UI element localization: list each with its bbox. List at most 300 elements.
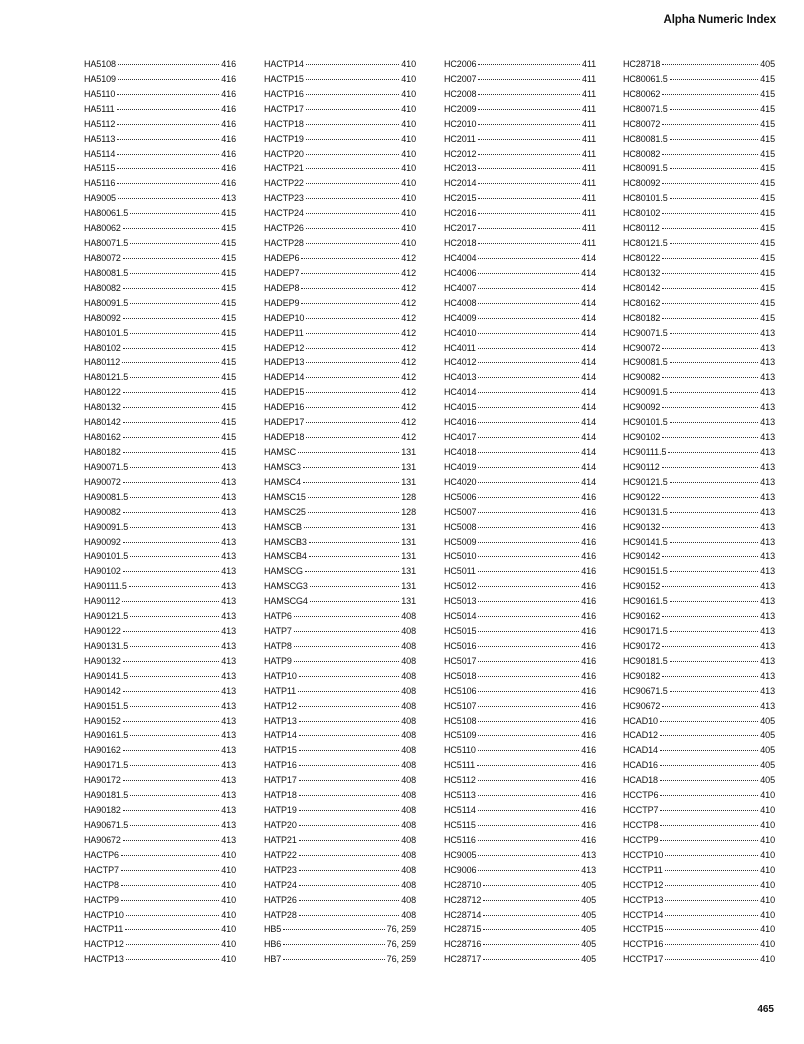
index-entry-code: HC90162 xyxy=(623,611,661,622)
dot-leader xyxy=(478,735,579,736)
dot-leader xyxy=(483,929,579,930)
dot-leader xyxy=(129,586,219,587)
dot-leader xyxy=(478,691,579,692)
index-entry-code: HA90131.5 xyxy=(84,640,129,651)
index-entry-page: 414 xyxy=(581,372,596,383)
index-entry-code: HADEP14 xyxy=(264,372,305,383)
index-entry-page: 412 xyxy=(401,402,416,413)
index-entry xyxy=(444,87,596,102)
index-entry xyxy=(264,833,416,848)
index-entry xyxy=(623,251,775,266)
index-entry-code: HAMSCG xyxy=(264,566,303,577)
index-entry-page: 408 xyxy=(401,760,416,771)
index-entry xyxy=(264,355,416,370)
index-entry-code: HADEP9 xyxy=(264,297,300,308)
dot-leader xyxy=(130,497,219,498)
index-entry-code: HA5115 xyxy=(84,163,116,174)
index-entry xyxy=(623,743,775,758)
index-entry-page: 413 xyxy=(760,432,775,443)
index-entry xyxy=(623,803,775,818)
index-entry xyxy=(84,848,236,863)
index-entry xyxy=(444,102,596,117)
index-entry-page: 412 xyxy=(401,282,416,293)
index-entry-page: 128 xyxy=(401,491,416,502)
index-entry-page: 415 xyxy=(221,327,236,338)
index-entry-code: HC5108 xyxy=(444,715,477,726)
index-entry-code: HA90152 xyxy=(84,715,121,726)
dot-leader xyxy=(662,258,758,259)
dot-leader xyxy=(665,959,758,960)
index-entry xyxy=(84,445,236,460)
dot-leader xyxy=(123,750,219,751)
dot-leader xyxy=(299,810,400,811)
dot-leader xyxy=(478,437,579,438)
index-entry-code: HAMSC3 xyxy=(264,461,301,472)
dot-leader xyxy=(310,586,399,587)
index-entry xyxy=(264,624,416,639)
index-entry-page: 413 xyxy=(221,551,236,562)
index-entry-page: 413 xyxy=(221,685,236,696)
index-entry-code: HACTP11 xyxy=(84,924,124,935)
index-entry xyxy=(623,684,775,699)
index-entry-page: 413 xyxy=(221,670,236,681)
index-entry xyxy=(264,818,416,833)
index-entry-code: HAMSC xyxy=(264,446,297,457)
dot-leader xyxy=(478,750,580,751)
index-entry-code: HADEP11 xyxy=(264,327,304,338)
dot-leader xyxy=(478,467,579,468)
index-entry-page: 416 xyxy=(221,73,236,84)
index-entry-code: HC4018 xyxy=(444,446,477,457)
index-entry-page: 415 xyxy=(760,282,775,293)
dot-leader xyxy=(130,527,219,528)
index-entry xyxy=(84,355,236,370)
index-entry-code: HA90172 xyxy=(84,775,121,786)
index-entry xyxy=(84,132,236,147)
index-entry xyxy=(264,117,416,132)
dot-leader xyxy=(478,542,579,543)
index-entry-code: HA90182 xyxy=(84,805,121,816)
index-entry-page: 410 xyxy=(401,118,416,129)
index-entry-page: 416 xyxy=(581,640,596,651)
index-entry-code: HA80142 xyxy=(84,417,121,428)
index-entry-code: HADEP16 xyxy=(264,402,305,413)
index-entry xyxy=(444,773,596,788)
index-entry-code: HC2012 xyxy=(444,148,477,159)
index-entry-code: HC5017 xyxy=(444,655,477,666)
dot-leader xyxy=(130,825,219,826)
index-entry xyxy=(264,102,416,117)
index-entry xyxy=(444,699,596,714)
dot-leader xyxy=(306,109,399,110)
index-entry-code: HA90092 xyxy=(84,536,121,547)
index-entry-code: HADEP13 xyxy=(264,357,305,368)
index-entry xyxy=(444,549,596,564)
dot-leader xyxy=(478,362,579,363)
index-entry-code: HC90141.5 xyxy=(623,536,668,547)
dot-leader xyxy=(294,661,399,662)
index-entry-code: HACTP7 xyxy=(84,864,119,875)
index-entry xyxy=(444,430,596,445)
index-entry-page: 410 xyxy=(760,879,775,890)
dot-leader xyxy=(123,542,219,543)
index-column-2 xyxy=(264,57,416,967)
index-entry-page: 412 xyxy=(401,372,416,383)
index-entry-page: 410 xyxy=(221,909,236,920)
index-entry xyxy=(84,370,236,385)
index-entry xyxy=(264,714,416,729)
dot-leader xyxy=(662,348,758,349)
index-entry xyxy=(84,460,236,475)
index-entry-code: HC80112 xyxy=(623,223,660,234)
dot-leader xyxy=(478,810,580,811)
index-entry-page: 415 xyxy=(760,252,775,263)
index-entry-page: 410 xyxy=(760,834,775,845)
dot-leader xyxy=(118,79,219,80)
index-entry xyxy=(444,669,596,684)
index-entry-page: 413 xyxy=(760,476,775,487)
index-entry xyxy=(444,908,596,923)
index-entry-code: HA5112 xyxy=(84,118,116,129)
index-entry-page: 413 xyxy=(221,193,236,204)
index-entry xyxy=(84,922,236,937)
index-entry-page: 131 xyxy=(401,566,416,577)
dot-leader xyxy=(123,452,219,453)
index-entry-code: HC4017 xyxy=(444,432,477,443)
index-entry xyxy=(623,878,775,893)
dot-leader xyxy=(130,273,219,274)
index-entry xyxy=(623,132,775,147)
index-entry-page: 410 xyxy=(221,954,236,965)
index-entry xyxy=(444,579,596,594)
index-entry-page: 411 xyxy=(581,88,596,99)
index-entry xyxy=(444,206,596,221)
dot-leader xyxy=(306,94,399,95)
index-entry-code: HADEP8 xyxy=(264,282,300,293)
index-entry-page: 410 xyxy=(401,163,416,174)
index-entry xyxy=(84,579,236,594)
index-entry-page: 416 xyxy=(581,805,596,816)
index-entry xyxy=(264,415,416,430)
dot-leader xyxy=(299,780,400,781)
index-entry-code: HACTP26 xyxy=(264,223,304,234)
index-entry-page: 405 xyxy=(581,909,596,920)
index-entry-page: 416 xyxy=(581,655,596,666)
index-entry-page: 414 xyxy=(581,267,596,278)
dot-leader xyxy=(670,109,759,110)
index-entry xyxy=(264,87,416,102)
index-entry-code: HC4006 xyxy=(444,267,477,278)
dot-leader xyxy=(662,273,758,274)
dot-leader xyxy=(298,452,399,453)
index-entry-page: 416 xyxy=(581,491,596,502)
index-entry-code: HA90102 xyxy=(84,566,121,577)
dot-leader xyxy=(125,929,219,930)
index-entry-code: HC5012 xyxy=(444,581,477,592)
index-entry-page: 410 xyxy=(221,849,236,860)
index-entry-code: HC4007 xyxy=(444,282,477,293)
index-entry-code: HA80182 xyxy=(84,446,121,457)
index-entry-page: 413 xyxy=(221,805,236,816)
index-entry-code: HCCTP14 xyxy=(623,909,664,920)
index-entry-page: 131 xyxy=(401,536,416,547)
index-entry-code: HC90151.5 xyxy=(623,566,668,577)
dot-leader xyxy=(478,840,580,841)
index-entry-code: HC2015 xyxy=(444,193,477,204)
index-entry-code: HATP14 xyxy=(264,730,297,741)
dot-leader xyxy=(660,735,758,736)
index-entry xyxy=(444,848,596,863)
index-entry-code: HCCTP15 xyxy=(623,924,664,935)
index-entry-page: 411 xyxy=(581,118,596,129)
index-entry xyxy=(264,684,416,699)
index-entry-code: HC5113 xyxy=(444,790,476,801)
index-entry-code: HC5106 xyxy=(444,685,477,696)
index-entry-code: HC90672 xyxy=(623,700,661,711)
index-entry-code: HA5110 xyxy=(84,88,116,99)
index-entry-page: 413 xyxy=(221,506,236,517)
index-entry-page: 411 xyxy=(581,178,596,189)
dot-leader xyxy=(130,213,219,214)
index-entry-page: 415 xyxy=(760,178,775,189)
index-entry xyxy=(84,535,236,550)
index-entry-page: 416 xyxy=(581,536,596,547)
index-entry-page: 415 xyxy=(760,208,775,219)
index-entry-page: 413 xyxy=(760,700,775,711)
index-entry-code: HA90101.5 xyxy=(84,551,129,562)
index-entry-page: 415 xyxy=(760,267,775,278)
index-entry xyxy=(444,728,596,743)
dot-leader xyxy=(662,228,759,229)
dot-leader xyxy=(670,422,759,423)
index-entry-page: 416 xyxy=(221,178,236,189)
index-entry xyxy=(264,773,416,788)
index-entry xyxy=(623,176,775,191)
index-entry-page: 413 xyxy=(760,596,775,607)
index-entry xyxy=(84,743,236,758)
index-entry-page: 413 xyxy=(760,521,775,532)
dot-leader xyxy=(121,885,219,886)
index-entry xyxy=(623,161,775,176)
index-entry-page: 414 xyxy=(581,342,596,353)
index-entry xyxy=(444,863,596,878)
dot-leader xyxy=(478,870,579,871)
index-entry-code: HADEP15 xyxy=(264,387,305,398)
index-entry xyxy=(623,385,775,400)
index-entry xyxy=(264,460,416,475)
dot-leader xyxy=(478,601,579,602)
index-entry-page: 131 xyxy=(401,596,416,607)
index-entry-page: 410 xyxy=(401,133,416,144)
index-entry-code: HACTP13 xyxy=(84,954,124,965)
dot-leader xyxy=(668,452,758,453)
index-entry xyxy=(623,236,775,251)
dot-leader xyxy=(306,377,399,378)
index-entry-page: 411 xyxy=(581,148,596,159)
dot-leader xyxy=(123,392,219,393)
index-entry-page: 414 xyxy=(581,252,596,263)
index-entry xyxy=(264,788,416,803)
index-entry-code: HA80082 xyxy=(84,282,121,293)
index-entry-page: 411 xyxy=(581,133,596,144)
index-entry-code: HC5116 xyxy=(444,834,476,845)
index-entry-code: HA5108 xyxy=(84,59,116,69)
index-entry xyxy=(84,788,236,803)
index-entry xyxy=(264,549,416,564)
index-entry xyxy=(264,341,416,356)
index-entry-code: HATP21 xyxy=(264,834,297,845)
index-entry xyxy=(623,221,775,236)
dot-leader xyxy=(478,333,579,334)
index-entry-code: HACTP23 xyxy=(264,193,304,204)
index-entry-code: HATP12 xyxy=(264,700,297,711)
index-entry xyxy=(84,564,236,579)
dot-leader xyxy=(294,616,399,617)
dot-leader xyxy=(478,616,579,617)
index-entry xyxy=(444,535,596,550)
index-entry xyxy=(444,161,596,176)
index-entry-code: HC80072 xyxy=(623,118,661,129)
index-entry-code: HCAD18 xyxy=(623,775,658,786)
dot-leader xyxy=(670,542,759,543)
index-entry xyxy=(623,833,775,848)
index-entry-page: 408 xyxy=(401,611,416,622)
index-entry-code: HACTP9 xyxy=(84,894,119,905)
index-entry-page: 416 xyxy=(581,670,596,681)
index-entry xyxy=(623,147,775,162)
dot-leader xyxy=(123,407,219,408)
dot-leader xyxy=(478,258,579,259)
index-entry-page: 413 xyxy=(221,715,236,726)
index-entry-page: 408 xyxy=(401,640,416,651)
index-entry-code: HA90672 xyxy=(84,834,121,845)
index-entry-code: HACTP24 xyxy=(264,208,304,219)
index-entry-code: HAMSC25 xyxy=(264,506,306,517)
index-entry-code: HC5109 xyxy=(444,730,477,741)
index-entry-page: 410 xyxy=(760,790,775,801)
index-entry-code: HCAD16 xyxy=(623,760,658,771)
dot-leader xyxy=(478,392,579,393)
index-entry-page: 405 xyxy=(760,59,775,69)
index-entry-page: 411 xyxy=(581,73,596,84)
dot-leader xyxy=(662,467,759,468)
index-entry-code: HC28716 xyxy=(444,939,482,950)
index-entry-code: HCCTP7 xyxy=(623,805,659,816)
index-entry-page: 410 xyxy=(760,849,775,860)
index-entry-code: HC5016 xyxy=(444,640,477,651)
index-entry-code: HC28717 xyxy=(444,954,482,965)
index-entry-code: HACTP15 xyxy=(264,73,304,84)
index-entry-code: HA80071.5 xyxy=(84,238,129,249)
index-entry xyxy=(623,311,775,326)
index-entry-code: HC90071.5 xyxy=(623,327,668,338)
index-entry-code: HC90091.5 xyxy=(623,387,668,398)
index-entry-code: HAMSC15 xyxy=(264,491,306,502)
index-entry xyxy=(623,87,775,102)
index-entry xyxy=(623,445,775,460)
index-entry-code: HA80122 xyxy=(84,387,121,398)
dot-leader xyxy=(662,616,758,617)
index-entry-page: 405 xyxy=(581,894,596,905)
index-entry-page: 410 xyxy=(760,864,775,875)
dot-leader xyxy=(304,527,399,528)
index-entry-code: HATP6 xyxy=(264,611,292,622)
index-entry-page: 413 xyxy=(221,581,236,592)
index-entry-page: 413 xyxy=(221,536,236,547)
index-entry xyxy=(623,818,775,833)
dot-leader xyxy=(299,735,400,736)
index-entry-code: HC80121.5 xyxy=(623,238,668,249)
index-entry-code: HC5011 xyxy=(444,566,476,577)
index-entry-page: 410 xyxy=(401,88,416,99)
index-entry-code: HA5114 xyxy=(84,148,116,159)
dot-leader xyxy=(299,721,400,722)
dot-leader xyxy=(303,467,399,468)
index-entry-code: HC28715 xyxy=(444,924,482,935)
index-entry-code: HC90081.5 xyxy=(623,357,668,368)
index-entry xyxy=(623,505,775,520)
index-entry-code: HB6 xyxy=(264,939,282,950)
index-entry xyxy=(264,385,416,400)
index-entry-code: HACTP10 xyxy=(84,909,124,920)
index-entry xyxy=(84,773,236,788)
dot-leader xyxy=(306,333,400,334)
index-entry-page: 413 xyxy=(760,327,775,338)
index-entry xyxy=(444,400,596,415)
index-entry-page: 413 xyxy=(760,536,775,547)
index-entry xyxy=(444,758,596,773)
dot-leader xyxy=(478,377,579,378)
index-entry-code: HC2009 xyxy=(444,103,477,114)
index-entry xyxy=(623,758,775,773)
dot-leader xyxy=(478,422,579,423)
index-entry xyxy=(264,147,416,162)
index-entry-code: HATP22 xyxy=(264,849,297,860)
index-entry-page: 415 xyxy=(760,312,775,323)
index-entry xyxy=(264,161,416,176)
index-entry xyxy=(84,385,236,400)
index-entry xyxy=(623,564,775,579)
index-entry xyxy=(84,699,236,714)
index-entry-page: 415 xyxy=(760,148,775,159)
index-entry-code: HC2006 xyxy=(444,59,477,69)
index-entry-page: 413 xyxy=(760,506,775,517)
index-entry-code: HC5111 xyxy=(444,760,476,771)
index-entry-code: HC90152 xyxy=(623,581,661,592)
index-entry-code: HC28712 xyxy=(444,894,482,905)
dot-leader xyxy=(299,765,400,766)
index-entry-code: HCCTP12 xyxy=(623,879,664,890)
dot-leader xyxy=(478,183,580,184)
dot-leader xyxy=(123,691,219,692)
dot-leader xyxy=(478,303,579,304)
index-entry-code: HATP8 xyxy=(264,640,292,651)
index-entry-page: 128 xyxy=(401,506,416,517)
dot-leader xyxy=(305,571,399,572)
index-entry xyxy=(84,296,236,311)
dot-leader xyxy=(126,944,219,945)
dot-leader xyxy=(670,691,759,692)
index-entry-code: HC4014 xyxy=(444,387,477,398)
index-entry-page: 413 xyxy=(760,461,775,472)
index-entry xyxy=(444,684,596,699)
index-entry xyxy=(444,505,596,520)
dot-leader xyxy=(478,452,579,453)
index-entry-page: 416 xyxy=(581,745,596,756)
dot-leader xyxy=(306,348,399,349)
dot-leader xyxy=(662,706,758,707)
dot-leader xyxy=(308,512,399,513)
